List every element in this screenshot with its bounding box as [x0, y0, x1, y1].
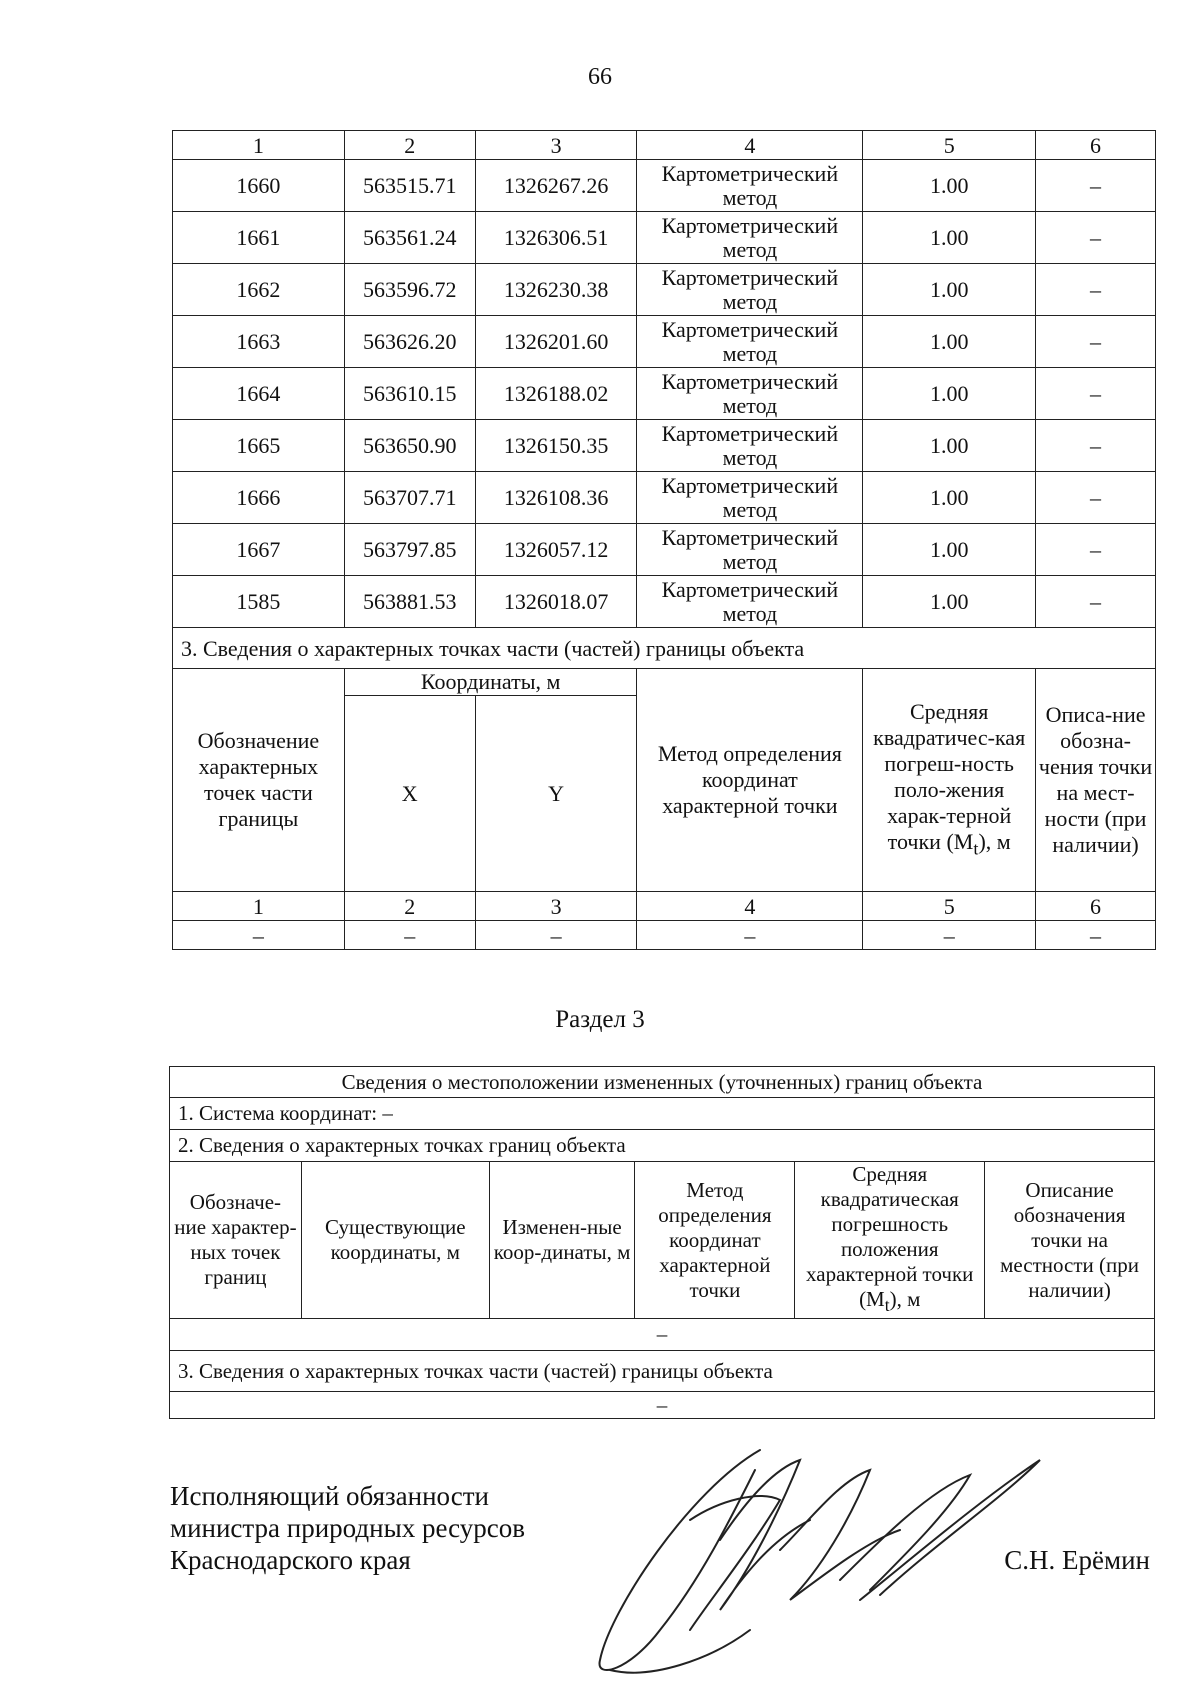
method-line: метод [722, 600, 778, 626]
method-line: метод [722, 548, 778, 574]
empty-cell: – [863, 921, 1036, 950]
y-coordinate: 1326230.38 [475, 264, 637, 316]
point-row [173, 368, 1156, 420]
empty-cell: – [475, 921, 637, 950]
point-number: 1662 [173, 264, 345, 316]
x-coordinate: 563561.24 [344, 212, 475, 264]
accuracy-header-unit: ), м [889, 1287, 921, 1311]
description: – [1036, 368, 1156, 420]
y-coordinate: 1326108.36 [475, 472, 637, 524]
accuracy: 1.00 [863, 212, 1036, 264]
x-coordinate: 563610.15 [344, 368, 475, 420]
method [637, 212, 863, 264]
parts-title-row [170, 1351, 1155, 1392]
method-line: метод [722, 236, 778, 262]
accuracy-header [863, 669, 1036, 892]
section-heading: Раздел 3 [555, 1006, 645, 1033]
x-coordinate: 563515.71 [344, 160, 475, 212]
column-number: 1 [173, 892, 345, 921]
description: – [1036, 524, 1156, 576]
table2-title: Сведения о местоположении измененных (уточненных) границ объекта [170, 1067, 1155, 1098]
x-coordinate: 563881.53 [344, 576, 475, 628]
point-row [173, 316, 1156, 368]
method [637, 472, 863, 524]
method [637, 368, 863, 420]
existing-coords-header: Существующие координаты, м [301, 1162, 489, 1319]
y-coordinate: 1326150.35 [475, 420, 637, 472]
point-row [173, 212, 1156, 264]
accuracy: 1.00 [863, 368, 1036, 420]
empty-cell: – [170, 1392, 1155, 1419]
accuracy-header-unit: ), м [978, 828, 1011, 854]
empty-cell: – [170, 1319, 1155, 1351]
x-coordinate: 563707.71 [344, 472, 475, 524]
designation-header: Обозначе-ние характер-ных точек границ [170, 1162, 302, 1319]
point-number: 1660 [173, 160, 345, 212]
x-coordinate: 563650.90 [344, 420, 475, 472]
accuracy-header [795, 1162, 985, 1319]
method-line: Картометрический [661, 472, 839, 498]
accuracy: 1.00 [863, 420, 1036, 472]
point-number: 1661 [173, 212, 345, 264]
method-line: метод [722, 184, 778, 210]
description: – [1036, 472, 1156, 524]
table2-header-row [170, 1162, 1155, 1319]
y-coordinate: 1326188.02 [475, 368, 637, 420]
point-row [173, 524, 1156, 576]
accuracy-header-text: Средняя квадратическая погрешность положения характерной точки (M [806, 1162, 974, 1311]
accuracy: 1.00 [863, 524, 1036, 576]
method-line: метод [722, 340, 778, 366]
designation-header: Обозначение характерных точек части границы [173, 669, 345, 892]
column-number: 2 [344, 131, 475, 160]
column-number: 5 [863, 892, 1036, 921]
accuracy-header-text: Средняя квадратичес-кая погреш-ность поло-жения харак-терной точки (M [873, 698, 1026, 854]
handwritten-signature [570, 1430, 1050, 1690]
parts-empty-row [170, 1392, 1155, 1419]
point-number: 1667 [173, 524, 345, 576]
method [637, 316, 863, 368]
y-coordinate: 1326018.07 [475, 576, 637, 628]
method-line: Картометрический [661, 576, 839, 602]
signer-title [170, 1480, 525, 1576]
empty-cell: – [637, 921, 863, 950]
y-coordinate: 1326306.51 [475, 212, 637, 264]
points-title-row [170, 1130, 1155, 1162]
method-header: Метод определения координат характерной точки [635, 1162, 795, 1319]
x-coordinate: 563596.72 [344, 264, 475, 316]
point-row [173, 576, 1156, 628]
section3-column-numbers-row [173, 892, 1156, 921]
description: – [1036, 212, 1156, 264]
column-number: 1 [173, 131, 345, 160]
y-coordinate: 1326057.12 [475, 524, 637, 576]
method-header: Метод определения координат характерной точки [637, 669, 863, 892]
method [637, 420, 863, 472]
column-number: 6 [1036, 131, 1156, 160]
method [637, 524, 863, 576]
accuracy: 1.00 [863, 316, 1036, 368]
signer-line: министра природных ресурсов [170, 1513, 525, 1543]
point-row [173, 420, 1156, 472]
method-line: Картометрический [661, 264, 839, 290]
column-number: 3 [475, 892, 637, 921]
point-row [173, 264, 1156, 316]
table2-empty-row [170, 1319, 1155, 1351]
signer-line: Краснодарского края [170, 1545, 411, 1575]
method-line: Картометрический [661, 368, 839, 394]
y-coordinate: 1326267.26 [475, 160, 637, 212]
parts-title: 3. Сведения о характерных точках части (частей) границы объекта [170, 1351, 1155, 1392]
coord-system-row [170, 1098, 1155, 1130]
column-number: 3 [475, 131, 637, 160]
method-line: метод [722, 288, 778, 314]
section3-title: 3. Сведения о характерных точках части (частей) границы объекта [173, 628, 1156, 669]
method-line: Картометрический [661, 420, 839, 446]
point-row [173, 160, 1156, 212]
coord-system: 1. Система координат: – [170, 1098, 1155, 1130]
empty-cell: – [173, 921, 345, 950]
accuracy: 1.00 [863, 264, 1036, 316]
method [637, 160, 863, 212]
column-numbers-row [173, 131, 1156, 160]
method [637, 576, 863, 628]
description: – [1036, 264, 1156, 316]
method-line: метод [722, 496, 778, 522]
description-header: Описание обозначения точки на местности (при наличии) [985, 1162, 1155, 1319]
point-row [173, 472, 1156, 524]
empty-cell: – [344, 921, 475, 950]
point-number: 1663 [173, 316, 345, 368]
signer-name: С.Н. Ерёмин [1004, 1545, 1150, 1575]
point-number: 1585 [173, 576, 345, 628]
column-number: 4 [637, 131, 863, 160]
page-number: 66 [588, 64, 612, 90]
table2-title-row [170, 1067, 1155, 1098]
changed-boundaries-table [169, 1066, 1155, 1419]
method-line: метод [722, 392, 778, 418]
boundary-points-table [172, 130, 1156, 950]
method-line: Картометрический [661, 316, 839, 342]
accuracy-header-sub: t [884, 1295, 890, 1316]
method-line: Картометрический [661, 212, 839, 238]
description: – [1036, 316, 1156, 368]
accuracy: 1.00 [863, 576, 1036, 628]
point-number: 1666 [173, 472, 345, 524]
accuracy-header-sub: t [973, 838, 979, 859]
method [637, 264, 863, 316]
point-number: 1664 [173, 368, 345, 420]
y-coordinate: 1326201.60 [475, 316, 637, 368]
column-number: 4 [637, 892, 863, 921]
accuracy: 1.00 [863, 160, 1036, 212]
empty-cell: – [1036, 921, 1156, 950]
method-line: метод [722, 444, 778, 470]
section3-empty-row [173, 921, 1156, 950]
description-header: Описа-ние обозна-чения точки на мест-ности (при наличии) [1036, 669, 1156, 892]
signer-line: Исполняющий обязанности [170, 1481, 489, 1511]
description: – [1036, 576, 1156, 628]
description: – [1036, 160, 1156, 212]
method-line: Картометрический [661, 524, 839, 550]
points-title: 2. Сведения о характерных точках границ объекта [170, 1130, 1155, 1162]
x-header: X [344, 696, 475, 892]
column-number: 2 [344, 892, 475, 921]
section3-header-row [173, 669, 1156, 696]
point-number: 1665 [173, 420, 345, 472]
x-coordinate: 563626.20 [344, 316, 475, 368]
coordinates-header: Координаты, м [344, 669, 637, 696]
changed-coords-header: Изменен-ные коор-динаты, м [489, 1162, 635, 1319]
column-number: 5 [863, 131, 1036, 160]
section3-title-row [173, 628, 1156, 669]
y-header: Y [475, 696, 637, 892]
method-line: Картометрический [661, 160, 839, 186]
description: – [1036, 420, 1156, 472]
column-number: 6 [1036, 892, 1156, 921]
accuracy: 1.00 [863, 472, 1036, 524]
x-coordinate: 563797.85 [344, 524, 475, 576]
